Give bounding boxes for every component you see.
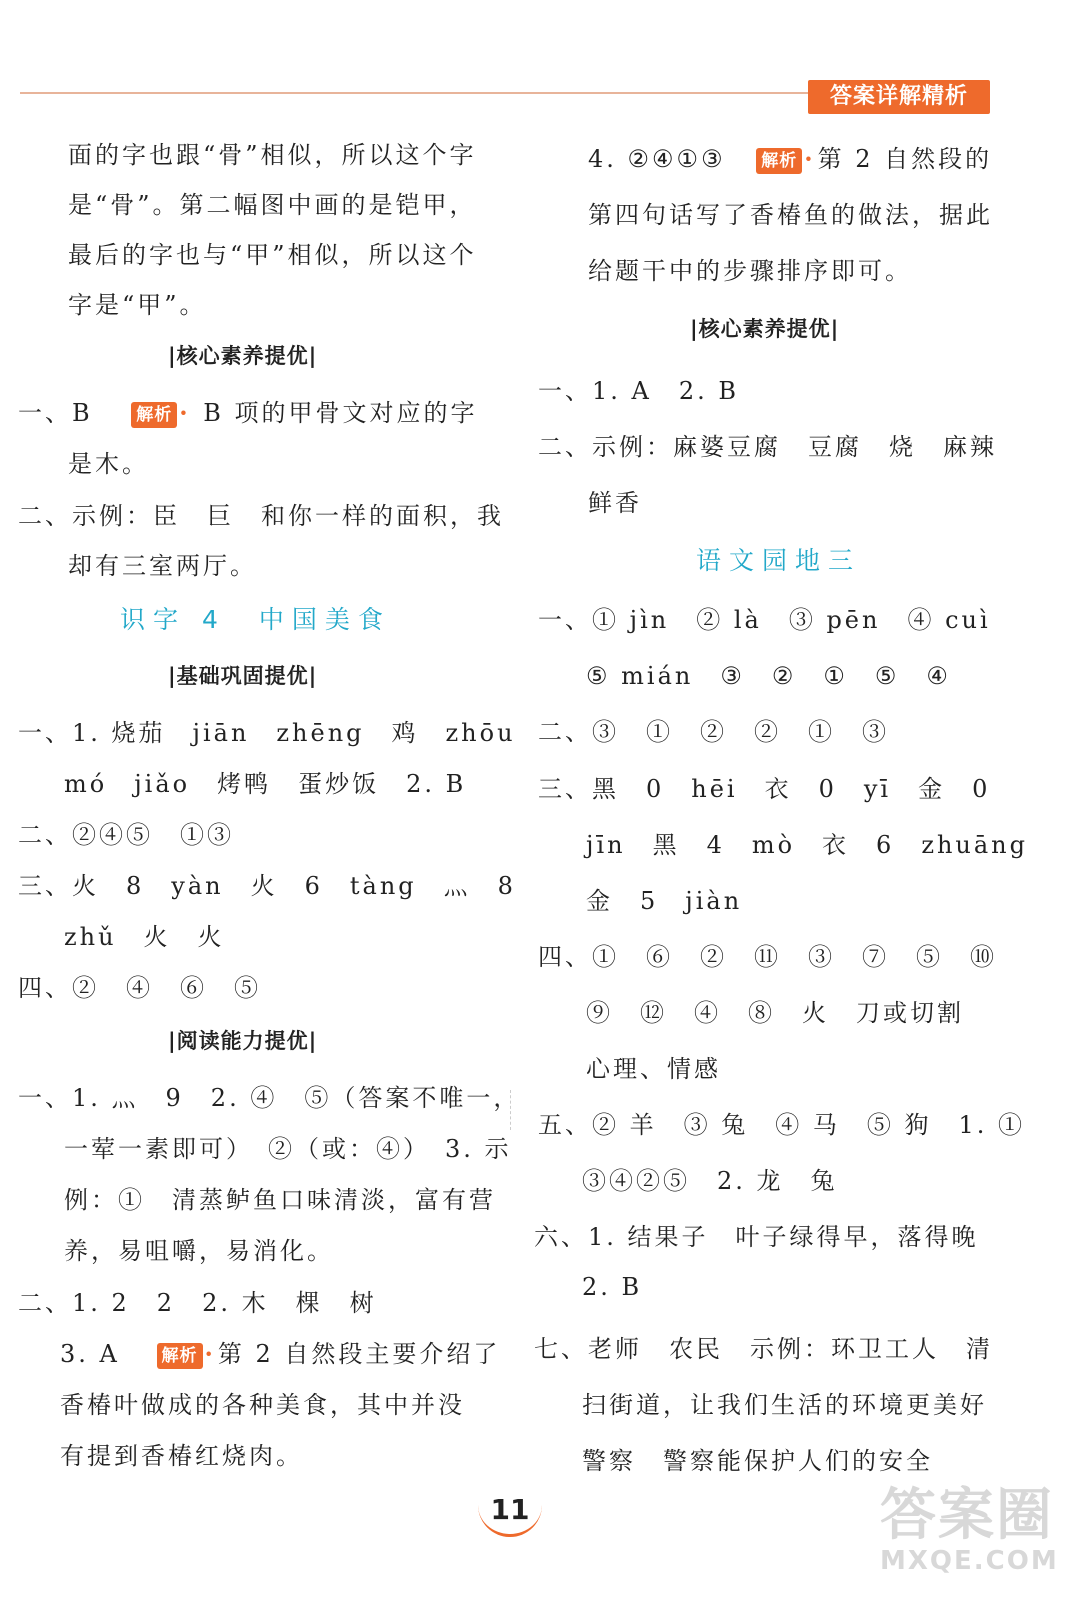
answer-line	[588, 139, 992, 174]
answer-line: 心理、情感	[586, 1055, 721, 1083]
answer-prefix: 3. A	[60, 1340, 120, 1368]
answer-line: 一、1. 灬 9 2. ④ ⑤（答案不唯一，	[18, 1084, 521, 1112]
text-line: 第四句话写了香椿鱼的做法，据此	[588, 201, 993, 229]
text-line: 是“骨”。第二幅图中画的是铠甲，	[68, 191, 477, 219]
answer-line: ③④②⑤ 2. 龙 兔	[582, 1167, 838, 1195]
header-badge: 答案详解精析	[808, 80, 990, 114]
section-heading: |核心素养提优|	[168, 344, 318, 368]
tag-dot: ·	[179, 398, 191, 427]
answer-line: mó jiǎo 烤鸭 蛋炒饭 2. B	[64, 770, 467, 798]
section-heading: |基础巩固提优|	[168, 664, 318, 688]
answer-line: 四、② ④ ⑥ ⑤	[18, 974, 261, 1002]
answer-prefix: 一、B	[18, 399, 93, 427]
answer-line: jīn 黑 4 mò 衣 6 zhuāng	[586, 831, 1029, 859]
answer-line: 一荤一素即可） ②（或：④） 3. 示	[64, 1135, 512, 1163]
answer-line: 金 5 jiàn	[586, 887, 743, 915]
answer-prefix: 4. ②④①③	[588, 145, 726, 173]
answer-line: 二、1. 2 2 2. 木 棵 树	[18, 1289, 377, 1317]
answer-text: B 项的甲骨文对应的字	[203, 399, 478, 427]
answer-line: 二、示例：麻婆豆腐 豆腐 烧 麻辣	[538, 433, 997, 461]
analysis-tag: 解析	[157, 1343, 203, 1369]
text-line: 面的字也跟“骨”相似，所以这个字	[68, 141, 477, 169]
answer-text: 第 2 自然段的	[817, 145, 993, 173]
lesson-title: 识字 4 中国美食	[120, 605, 391, 634]
answer-line: 一、1. A 2. B	[538, 377, 740, 405]
answer-text: 第 2 自然段主要介绍了	[217, 1340, 501, 1368]
analysis-tag: 解析	[131, 402, 177, 428]
answer-line: 二、③ ① ② ② ① ③	[538, 718, 889, 746]
section-heading: |阅读能力提优|	[168, 1029, 318, 1053]
page-number: 11	[490, 1493, 530, 1526]
answer-line: 一、① jìn ② là ③ pēn ④ cuì	[538, 606, 991, 634]
answer-line: 一、1. 烧茄 jiān zhēng 鸡 zhōu	[18, 719, 516, 747]
watermark	[880, 1483, 1070, 1590]
answer-line: 2. B	[582, 1273, 643, 1301]
watermark-logo: 答案圈	[880, 1483, 1054, 1548]
answer-line: 养，易咀嚼，易消化。	[64, 1237, 334, 1265]
watermark-url: MXQE.COM	[880, 1546, 1059, 1576]
header-rule	[20, 92, 820, 94]
tag-dot: ·	[804, 144, 816, 173]
text-line: 是木。	[68, 450, 149, 478]
answer-line: 三、火 8 yàn 火 6 tàng 灬 8	[18, 872, 516, 900]
answer-line: 七、老师 农民 示例：环卫工人 清	[534, 1335, 993, 1363]
text-line: 却有三室两厅。	[68, 552, 257, 580]
answer-line: ⑨ ⑫ ④ ⑧ 火 刀或切割	[586, 999, 964, 1027]
answer-line: 扫街道，让我们生活的环境更美好	[582, 1391, 987, 1419]
section-heading: |核心素养提优|	[690, 317, 840, 341]
text-line: 最后的字也与“甲”相似，所以这个	[68, 241, 477, 269]
answer-line: 警察 警察能保护人们的安全	[582, 1447, 933, 1475]
text-line: 香椿叶做成的各种美食，其中并没	[60, 1391, 465, 1419]
answer-line: 五、② 羊 ③ 兔 ④ 马 ⑤ 狗 1. ①	[538, 1111, 1026, 1139]
answer-line: 二、示例：臣 巨 和你一样的面积，我	[18, 502, 504, 530]
tag-dot: ·	[204, 1339, 216, 1368]
answer-line: 鲜香	[588, 489, 642, 517]
answer-line	[18, 393, 478, 428]
answer-line: 六、1. 结果子 叶子绿得早，落得晚	[534, 1223, 979, 1251]
answer-line: ⑤ mián ③ ② ① ⑤ ④	[586, 662, 951, 690]
text-line: 给题干中的步骤排序即可。	[588, 257, 912, 285]
text-line: 字是“甲”。	[68, 291, 207, 319]
text-line: 有提到香椿红烧肉。	[60, 1442, 303, 1470]
answer-line: 例：① 清蒸鲈鱼口味清淡，富有营	[64, 1186, 496, 1214]
analysis-tag: 解析	[756, 148, 802, 174]
answer-line: 四、① ⑥ ② ⑪ ③ ⑦ ⑤ ⑩	[538, 943, 997, 971]
answer-line: 三、黑 0 hēi 衣 0 yī 金 0	[538, 775, 991, 803]
column-divider	[510, 1090, 511, 1130]
answer-line	[60, 1334, 500, 1369]
lesson-title: 语文园地三	[696, 546, 862, 575]
answer-line: zhǔ 火 火	[64, 923, 225, 951]
answer-line: 二、②④⑤ ①③	[18, 821, 234, 849]
